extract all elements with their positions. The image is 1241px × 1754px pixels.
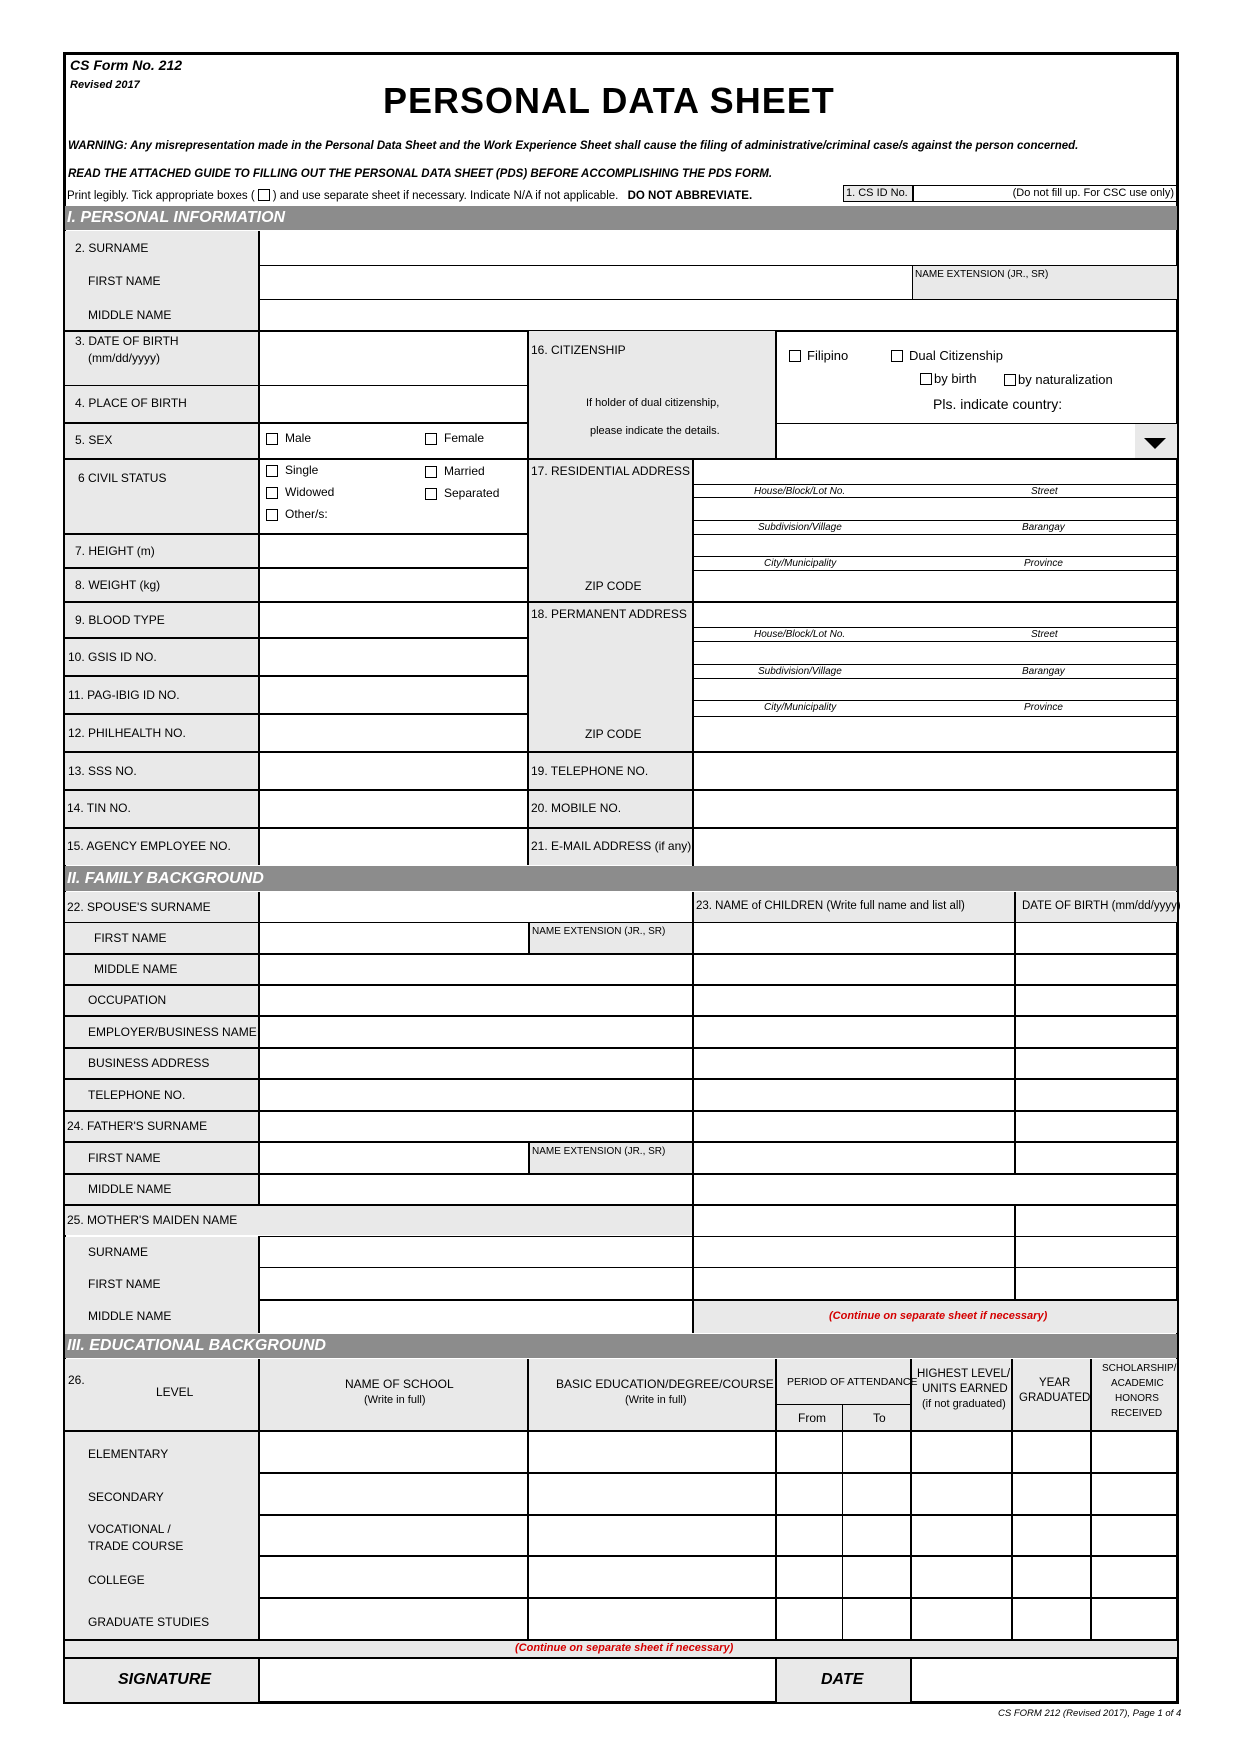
children-continue-note: (Continue on separate sheet if necessary) bbox=[829, 1310, 1048, 1322]
perm-house-field[interactable] bbox=[694, 603, 1177, 627]
highest-level-header-3: (if not graduated) bbox=[922, 1398, 1006, 1410]
agency-no-field[interactable] bbox=[260, 829, 526, 865]
father-name-ext-field[interactable] bbox=[528, 1143, 692, 1173]
pob-field[interactable] bbox=[260, 386, 526, 422]
employer-field[interactable] bbox=[260, 1017, 692, 1047]
section-family-title: II. FAMILY BACKGROUND bbox=[67, 870, 264, 887]
employer-label: EMPLOYER/BUSINESS NAME bbox=[88, 1025, 257, 1039]
spouse-surname-label: 22. SPOUSE'S SURNAME bbox=[67, 900, 211, 914]
father-middle-name-label: MIDDLE NAME bbox=[88, 1182, 172, 1196]
tin-field[interactable] bbox=[260, 791, 526, 827]
spouse-surname-field[interactable] bbox=[260, 893, 692, 922]
dual-note-2: please indicate the details. bbox=[590, 425, 720, 437]
scholarship-header-4: RECEIVED bbox=[1111, 1408, 1163, 1419]
res-zip-field[interactable] bbox=[694, 571, 1177, 601]
single-checkbox[interactable] bbox=[266, 465, 278, 477]
section-personal-title: I. PERSONAL INFORMATION bbox=[67, 209, 286, 226]
vocational-label-1: VOCATIONAL / bbox=[88, 1522, 171, 1536]
spouse-name-ext-label: NAME EXTENSION (JR., SR) bbox=[532, 926, 666, 937]
by-birth-label: by birth bbox=[934, 371, 977, 386]
course-header: BASIC EDUCATION/DEGREE/COURSE bbox=[556, 1377, 774, 1391]
perm-street-caption: Street bbox=[1031, 629, 1058, 640]
form-number: CS Form No. 212 bbox=[70, 57, 183, 73]
father-middle-name-field[interactable] bbox=[260, 1175, 692, 1204]
mother-label: 25. MOTHER'S MAIDEN NAME bbox=[67, 1213, 238, 1227]
guide-text: READ THE ATTACHED GUIDE TO FILLING OUT THE PERSONAL DATA SHEET (PDS) BEFORE ACCOMPLISHING THE PDS FORM. bbox=[68, 168, 773, 180]
education-entries[interactable] bbox=[260, 1432, 1177, 1639]
scholarship-header-1: SCHOLARSHIP/ bbox=[1102, 1363, 1177, 1374]
res-city-field[interactable] bbox=[694, 535, 1177, 556]
others-label: Other/s: bbox=[285, 507, 328, 521]
signature-label-cell bbox=[65, 1659, 258, 1702]
course-header-sub: (Write in full) bbox=[625, 1394, 687, 1406]
period-to-header: To bbox=[873, 1411, 886, 1425]
gsis-field[interactable] bbox=[260, 639, 526, 675]
res-house-caption: House/Block/Lot No. bbox=[754, 486, 846, 497]
secondary-label: SECONDARY bbox=[88, 1490, 164, 1504]
perm-province-caption: Province bbox=[1024, 702, 1063, 713]
cs-id-label: 1. CS ID No. bbox=[846, 187, 908, 199]
print-instruction bbox=[67, 187, 752, 202]
philhealth-field[interactable] bbox=[260, 715, 526, 751]
res-province-caption: Province bbox=[1024, 558, 1063, 569]
telephone-field[interactable] bbox=[694, 753, 1177, 789]
children-header bbox=[694, 892, 1014, 922]
form-revision: Revised 2017 bbox=[70, 79, 140, 91]
male-checkbox[interactable] bbox=[266, 433, 278, 445]
mother-middle-name-field[interactable] bbox=[260, 1301, 692, 1333]
dual-note-1: If holder of dual citizenship, bbox=[586, 397, 720, 409]
pagibig-field[interactable] bbox=[260, 677, 526, 713]
mobile-label: 20. MOBILE NO. bbox=[531, 801, 622, 815]
sss-label: 13. SSS NO. bbox=[68, 764, 137, 778]
dob-field[interactable] bbox=[260, 332, 526, 385]
spouse-middle-name-field[interactable] bbox=[260, 955, 692, 984]
father-surname-label: 24. FATHER'S SURNAME bbox=[67, 1119, 208, 1133]
signature-label: SIGNATURE bbox=[118, 1671, 212, 1688]
perm-zip-field[interactable] bbox=[694, 717, 1177, 750]
father-name-ext-label: NAME EXTENSION (JR., SR) bbox=[532, 1146, 666, 1157]
agency-no-label: 15. AGENCY EMPLOYEE NO. bbox=[67, 839, 231, 853]
section-personal-band bbox=[65, 206, 1177, 230]
dob-format: (mm/dd/yyyy) bbox=[88, 351, 160, 365]
gsis-label: 10. GSIS ID NO. bbox=[68, 650, 157, 664]
perm-barangay-caption: Barangay bbox=[1022, 666, 1065, 677]
chevron-down-icon bbox=[1135, 424, 1177, 458]
highest-level-header-1: HIGHEST LEVEL/ bbox=[917, 1368, 1011, 1380]
occupation-field[interactable] bbox=[260, 986, 692, 1015]
filipino-checkbox[interactable] bbox=[789, 350, 801, 362]
indicate-country-label: Pls. indicate country: bbox=[933, 396, 1063, 412]
blood-type-field[interactable] bbox=[260, 603, 526, 637]
dual-citizenship-label: Dual Citizenship bbox=[909, 348, 1003, 363]
married-label: Married bbox=[444, 464, 485, 478]
mother-middle-name-label: MIDDLE NAME bbox=[88, 1309, 172, 1323]
scholarship-header-2: ACADEMIC bbox=[1111, 1378, 1164, 1389]
section-education-band bbox=[65, 1334, 1177, 1358]
sex-label: 5. SEX bbox=[75, 433, 113, 447]
middle-name-label: MIDDLE NAME bbox=[88, 308, 172, 322]
school-header: NAME OF SCHOOL bbox=[345, 1377, 454, 1391]
vocational-label-2: TRADE COURSE bbox=[88, 1539, 184, 1553]
res-barangay-caption: Barangay bbox=[1022, 522, 1065, 533]
education-continue-note: (Continue on separate sheet if necessary) bbox=[515, 1642, 734, 1654]
pob-label: 4. PLACE OF BIRTH bbox=[75, 396, 187, 410]
perm-subdivision-field[interactable] bbox=[694, 642, 1177, 664]
permanent-label: 18. PERMANENT ADDRESS bbox=[531, 607, 687, 621]
permanent-zip-label: ZIP CODE bbox=[585, 727, 642, 741]
first-name-label: FIRST NAME bbox=[88, 274, 161, 288]
college-label: COLLEGE bbox=[88, 1573, 145, 1587]
weight-label: 8. WEIGHT (kg) bbox=[75, 578, 161, 592]
mobile-field[interactable] bbox=[694, 791, 1177, 827]
height-label: 7. HEIGHT (m) bbox=[75, 544, 155, 558]
telephone-label-cell bbox=[529, 753, 692, 789]
children-dob-label: DATE OF BIRTH (mm/dd/yyyy) bbox=[1022, 900, 1181, 912]
dual-citizenship-checkbox[interactable] bbox=[891, 350, 903, 362]
father-first-name-label: FIRST NAME bbox=[88, 1151, 161, 1165]
section-family-band bbox=[65, 866, 1177, 891]
perm-city-caption: City/Municipality bbox=[764, 702, 837, 713]
res-city-caption: City/Municipality bbox=[764, 558, 837, 569]
spouse-telephone-label: TELEPHONE NO. bbox=[88, 1088, 186, 1102]
height-field[interactable] bbox=[260, 535, 526, 567]
by-birth-checkbox[interactable] bbox=[920, 373, 932, 385]
year-header-2: GRADUATED bbox=[1019, 1392, 1091, 1404]
education-continue-cell bbox=[65, 1641, 1177, 1657]
email-field[interactable] bbox=[694, 829, 1177, 865]
email-label-cell bbox=[529, 829, 692, 865]
perm-city-field[interactable] bbox=[694, 679, 1177, 700]
separated-checkbox[interactable] bbox=[425, 488, 437, 500]
separated-label: Separated bbox=[444, 486, 500, 500]
period-from-header: From bbox=[798, 1411, 826, 1425]
print-instruction-pre: Print legibly. Tick appropriate boxes ( bbox=[67, 190, 255, 202]
res-subdivision-field[interactable] bbox=[694, 498, 1177, 520]
business-address-field[interactable] bbox=[260, 1049, 692, 1078]
children-continue-cell bbox=[694, 1301, 1177, 1333]
children-dob-header bbox=[1016, 892, 1181, 922]
elementary-label: ELEMENTARY bbox=[88, 1447, 169, 1461]
civil-status-label: 6 CIVIL STATUS bbox=[78, 471, 167, 485]
weight-field[interactable] bbox=[260, 569, 526, 601]
first-name-field[interactable] bbox=[260, 266, 912, 299]
school-header-sub: (Write in full) bbox=[364, 1394, 426, 1406]
level-header: LEVEL bbox=[156, 1385, 194, 1399]
mother-first-name-label: FIRST NAME bbox=[88, 1277, 161, 1291]
cs-id-note: (Do not fill up. For CSC use only) bbox=[1012, 187, 1174, 199]
scholarship-header-3: HONORS bbox=[1115, 1393, 1159, 1404]
male-label: Male bbox=[285, 431, 312, 445]
surname-field[interactable] bbox=[260, 232, 1177, 265]
year-header-1: YEAR bbox=[1039, 1377, 1071, 1389]
dob-label: 3. DATE OF BIRTH bbox=[75, 334, 179, 348]
surname-label: 2. SURNAME bbox=[75, 241, 149, 255]
others-checkbox[interactable] bbox=[266, 509, 278, 521]
female-checkbox[interactable] bbox=[425, 433, 437, 445]
perm-subdivision-caption: Subdivision/Village bbox=[758, 666, 842, 677]
female-label: Female bbox=[444, 431, 485, 445]
section-education-title: III. EDUCATIONAL BACKGROUND bbox=[67, 1337, 326, 1354]
widowed-label: Widowed bbox=[285, 485, 335, 499]
by-naturalization-label: by naturalization bbox=[1018, 372, 1113, 387]
by-naturalization-checkbox[interactable] bbox=[1004, 374, 1016, 386]
mother-surname-label: SURNAME bbox=[88, 1245, 149, 1259]
page-footer: CS FORM 212 (Revised 2017), Page 1 of 4 bbox=[998, 1708, 1182, 1719]
married-checkbox[interactable] bbox=[425, 466, 437, 478]
signature-field[interactable] bbox=[260, 1659, 775, 1702]
spouse-name-ext-field[interactable] bbox=[528, 923, 692, 953]
page-title: PERSONAL DATA SHEET bbox=[383, 80, 835, 121]
occupation-label: OCCUPATION bbox=[88, 993, 167, 1007]
filipino-label: Filipino bbox=[807, 348, 849, 363]
education-number: 26. bbox=[68, 1373, 85, 1387]
pagibig-label: 11. PAG-IBIG ID NO. bbox=[68, 688, 180, 702]
spouse-telephone-field[interactable] bbox=[260, 1080, 692, 1110]
country-dropdown-button[interactable] bbox=[1135, 424, 1177, 458]
period-header: PERIOD OF ATTENDANCE bbox=[787, 1376, 918, 1388]
middle-name-field[interactable] bbox=[260, 300, 1177, 330]
blood-type-label: 9. BLOOD TYPE bbox=[75, 613, 165, 627]
widowed-checkbox[interactable] bbox=[266, 487, 278, 499]
country-select[interactable] bbox=[777, 424, 1135, 458]
date-label-cell bbox=[777, 1659, 910, 1702]
warning-text: WARNING: Any misrepresentation made in the Personal Data Sheet and the Work Experience Sheet shall cause the filing of administrative/criminal case/s against the person concerned. bbox=[68, 140, 1079, 152]
res-street-caption: Street bbox=[1031, 486, 1058, 497]
res-house-field[interactable] bbox=[694, 460, 1177, 484]
mother-first-name-field[interactable] bbox=[260, 1268, 692, 1299]
residential-label: 17. RESIDENTIAL ADDRESS bbox=[531, 464, 690, 478]
mother-surname-field[interactable] bbox=[260, 1237, 692, 1267]
children-header-label: 23. NAME of CHILDREN (Write full name and list all) bbox=[696, 900, 965, 912]
business-address-label: BUSINESS ADDRESS bbox=[88, 1056, 210, 1070]
father-surname-field[interactable] bbox=[260, 1112, 692, 1141]
res-subdivision-caption: Subdivision/Village bbox=[758, 522, 842, 533]
residential-zip-label: ZIP CODE bbox=[585, 579, 642, 593]
tick-box-icon bbox=[258, 189, 270, 201]
print-instruction-post: ) and use separate sheet if necessary. Indicate N/A if not applicable. bbox=[272, 190, 619, 202]
cs-id-label-cell bbox=[843, 185, 913, 202]
mother-header bbox=[65, 1206, 692, 1235]
tin-label: 14. TIN NO. bbox=[67, 801, 131, 815]
mobile-label-cell bbox=[529, 791, 692, 827]
highest-level-header-2: UNITS EARNED bbox=[922, 1383, 1008, 1395]
no-abbreviate: DO NOT ABBREVIATE. bbox=[627, 190, 753, 202]
father-first-name-field[interactable] bbox=[260, 1143, 527, 1173]
spouse-middle-name-label: MIDDLE NAME bbox=[94, 962, 178, 976]
telephone-label: 19. TELEPHONE NO. bbox=[531, 764, 649, 778]
citizenship-label: 16. CITIZENSHIP bbox=[531, 343, 626, 357]
name-extension-field[interactable] bbox=[912, 266, 1177, 299]
date-label: DATE bbox=[821, 1671, 864, 1688]
name-extension-label: NAME EXTENSION (JR., SR) bbox=[915, 269, 1049, 280]
single-label: Single bbox=[285, 463, 319, 477]
philhealth-label: 12. PHILHEALTH NO. bbox=[68, 726, 186, 740]
cs-id-field bbox=[913, 185, 1177, 202]
spouse-first-name-label: FIRST NAME bbox=[94, 931, 167, 945]
email-label: 21. E-MAIL ADDRESS (if any) bbox=[531, 839, 692, 853]
graduate-studies-label: GRADUATE STUDIES bbox=[88, 1615, 210, 1629]
sss-field[interactable] bbox=[260, 753, 526, 789]
date-field[interactable] bbox=[912, 1659, 1177, 1702]
perm-house-caption: House/Block/Lot No. bbox=[754, 629, 846, 640]
spouse-first-name-field[interactable] bbox=[260, 923, 527, 953]
